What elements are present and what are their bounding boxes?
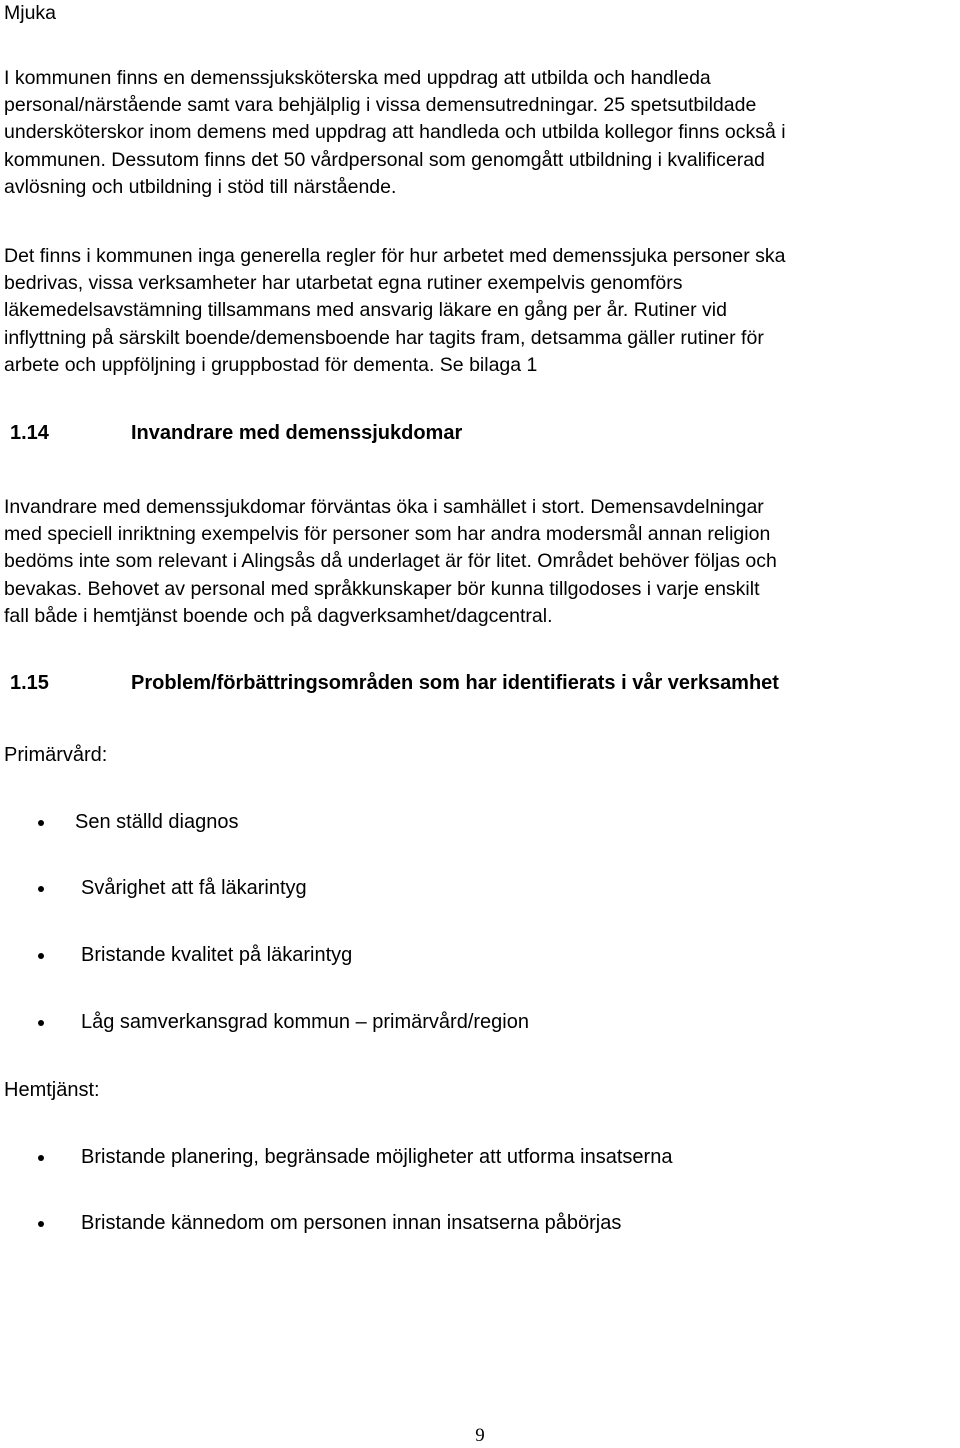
paragraph-staff-training [4,65,786,201]
bullet-text: Bristande kvalitet på läkarintyg [81,944,353,966]
paragraph-line: bedrivas, vissa verksamheter har utarbetat egna rutiner exempelvis genomförs [4,272,683,295]
bullet-dot-icon [38,953,44,959]
paragraph-line: kommunen. Dessutom finns det 50 vårdpersonal som genomgått utbildning i kvalificerad [4,148,765,171]
bullet-text: Sen ställd diagnos [75,811,239,833]
paragraph-line: avlösning och utbildning i stöd till närstående. [4,175,397,198]
paragraph-line: arbete och uppföljning i gruppbostad för dementa. Se bilaga 1 [4,353,538,376]
paragraph-line: Det finns i kommunen inga generella regler för hur arbetet med demenssjuka personer ska [4,245,786,267]
page-number: 9 [475,1425,485,1446]
bullet-text: Svårighet att få läkarintyg [81,877,307,899]
section-title: Invandrare med demenssjukdomar [131,422,463,444]
paragraph-routines [4,243,786,379]
bullet-dot-icon [38,1221,44,1227]
bullet-dot-icon [38,1155,44,1161]
bullet-text: Bristande kännedom om personen innan insatserna påbörjas [81,1212,622,1234]
paragraph-line: bevakas. Behovet av personal med språkkunskaper bör kunna tillgodoses i varje enskilt [4,577,760,600]
section-heading-1-15 [10,670,779,697]
paragraph-immigrants [4,494,777,630]
paragraph-line: fall både i hemtjänst boende och på dagverksamhet/dagcentral. [4,604,553,627]
paragraph-line: med speciell inriktning exempelvis för personer som har andra modersmål annan religion [4,523,771,546]
section-number: 1.15 [10,672,49,694]
paragraph-line: personal/närstående samt vara behjälplig i vissa demensutredningar. 25 spetsutbildade [4,94,757,117]
bullet-text: Bristande planering, begränsade möjligheter att utforma insatserna [81,1146,673,1168]
bullet-dot-icon [38,820,44,826]
bullet-dot-icon [38,886,44,892]
top-fragment: Mjuka [4,2,57,24]
section-heading-1-14 [10,420,462,447]
paragraph-line: inflyttning på särskilt boende/demensboende har tagits fram, detsamma gäller rutiner för [4,326,764,349]
paragraph-line: läkemedelsavstämning tillsammans med ansvarig läkare en gång per år. Rutiner vid [4,299,727,322]
paragraph-line: bedöms inte som relevant i Alingsås då underlaget är för litet. Området behöver följas och [4,550,777,573]
paragraph-line: I kommunen finns en demenssjuksköterska med uppdrag att utbilda och handleda [4,67,711,89]
bullet-dot-icon [38,1020,44,1026]
group-label-hemtjanst: Hemtjänst: [4,1079,100,1101]
group-label-primarvard: Primärvård: [4,744,108,766]
section-title: Problem/förbättringsområden som har identifierats i vår verksamhet [131,672,779,694]
section-number: 1.14 [10,422,49,444]
paragraph-line: undersköterskor inom demens med uppdrag att handleda och utbilda kollegor finns också i [4,121,786,144]
paragraph-line: Invandrare med demenssjukdomar förväntas öka i samhället i stort. Demensavdelningar [4,496,764,518]
bullet-text: Låg samverkansgrad kommun – primärvård/region [81,1011,529,1033]
